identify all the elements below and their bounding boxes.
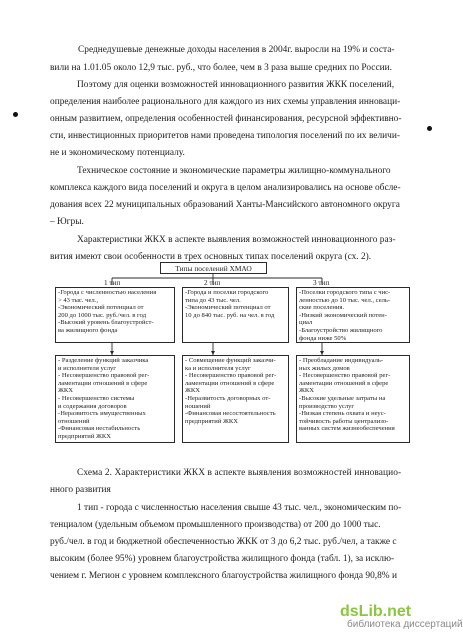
- figure-caption: Схема 2. Характеристики ЖКХ в аспекте выявления возможностей инновацио-: [77, 468, 402, 478]
- box-line: -Неразвитость имущественных: [58, 410, 146, 418]
- box-line: ванных систем жизнеобеспечения: [299, 425, 395, 433]
- watermark-text: библиотека диссертаций: [347, 619, 463, 630]
- box-line: -Экономический потенциал от: [58, 304, 144, 312]
- box-line: -Поселки городского типа с чис-: [299, 289, 391, 296]
- box-line: - Несовершенство правовой рег-: [58, 372, 150, 380]
- type-1-label: 1 тип: [104, 279, 121, 287]
- text-line: вили на 1.01.05 около 12,9 тыс. руб., что более, чем в 3 раза выше средних по России.: [50, 63, 393, 73]
- box-line: ных жилых домов: [299, 364, 350, 372]
- type-3-profile-box: [296, 287, 410, 343]
- text-line: – Югры.: [50, 217, 84, 227]
- box-line: -Благоустройство жилищного: [299, 326, 383, 334]
- text-line: Характеристики ЖКХ в аспекте выявления возможностей инновационного раз-: [77, 235, 396, 245]
- box-line: ленностью до 10 тыс. чел., сель-: [299, 296, 391, 304]
- box-line: ЖКХ: [58, 387, 74, 395]
- box-line: -Города с численностью населения: [58, 289, 157, 296]
- type-1-issues-box: [55, 355, 175, 443]
- text-line: онным развитием, определения особенностей финансирования, ресурсной эффективно-: [50, 114, 402, 124]
- type-3-issues-box: [296, 355, 410, 443]
- box-line: - Совмещение функций заказчи-: [185, 357, 276, 364]
- dslib-logo: [340, 601, 440, 619]
- box-line: 200 до 1000 тыс. руб./чел. в год: [58, 311, 147, 319]
- text-line: чением г. Мегион с уровнем комплексного благоустройства жилищного фонда 90,8% и: [50, 571, 397, 581]
- text-line: дования всех 22 муниципальных образований Ханты-Мансийского автономного округа: [50, 200, 400, 210]
- text-line: комплекса каждого вида поселений и округа в целом анализировались на основе обсле-: [50, 183, 401, 193]
- text-line: 1 тип - города с численностью населения свыше 43 тыс. чел., экономическим по-: [77, 503, 402, 513]
- diagram-root-box: [160, 262, 267, 274]
- box-line: -Экономический потенциал от: [185, 304, 271, 312]
- box-line: тойчивость работы централизо-: [299, 417, 389, 425]
- text-line: Поэтому для оценки возможностей инновационного развития ЖКК поселений,: [77, 80, 395, 90]
- type-2-issues-box: [182, 355, 289, 443]
- box-line: и содержания договоров: [58, 402, 127, 410]
- box-line: -Высокий уровень благоустройст-: [58, 319, 154, 327]
- box-line: - Несовершенство правовой рег-: [299, 372, 391, 380]
- text-line: вития имеют свои особенности в трех основных типах поселений округа (сх. 2).: [50, 252, 372, 262]
- box-line: > 43 тыс. чел.,: [58, 296, 98, 304]
- type-2-label: 2 тип: [204, 279, 221, 287]
- box-line: ламентации отношений в сфере: [185, 379, 275, 387]
- box-line: - Разделение функций заказчика: [58, 357, 149, 364]
- box-line: ношений: [185, 402, 211, 410]
- box-line: предприятий ЖКХ: [185, 417, 239, 425]
- figure-caption: нного развития: [50, 485, 111, 495]
- box-line: -Финансовая несостоятельность: [185, 410, 276, 418]
- box-line: фонда ниже 50%: [299, 334, 347, 342]
- box-line: ламентации отношений в сфере: [58, 379, 148, 387]
- box-line: -Низкая степень охвата и неус-: [299, 410, 386, 418]
- box-line: ва жилищного фонда: [58, 326, 118, 334]
- box-line: - Несовершенство правовой рег-: [185, 372, 277, 380]
- text-line: Техническое состояние и экономические параметры жилищно-коммунального: [77, 166, 391, 176]
- text-line: не и экономическому потенциалу.: [50, 148, 185, 158]
- box-line: ские поселения.: [299, 304, 345, 312]
- box-line: - Преобладание индивидуаль-: [299, 357, 384, 364]
- text-line: сти, инвестиционных приоритетов нами проведена типология поселений по их величи-: [50, 131, 401, 141]
- box-line: -Высокие удельные затраты на: [299, 394, 386, 402]
- box-line: ламентации отношений в сфере: [299, 379, 389, 387]
- type-1-profile-box: [55, 287, 175, 343]
- diagram-root-label: Типы поселений ХМАО: [175, 264, 252, 273]
- text-line: руб./чел. в год и бюджетной обеспеченностью ЖКК от 3 до 6,2 тыс. руб./чел, а также с: [50, 537, 397, 547]
- box-line: ЖКХ: [299, 387, 315, 395]
- svg-text:dsLib.net: dsLib.net: [340, 603, 412, 620]
- text-line: определения наиболее рационального для каждого из них схемы управления инноваци-: [50, 97, 401, 107]
- box-line: -Низкий экономический потен-: [299, 311, 387, 319]
- box-line: ЖКХ: [185, 387, 201, 395]
- box-line: типа до 43 тыс. чел.: [185, 296, 241, 304]
- box-line: циал: [299, 319, 313, 327]
- box-line: -Неразвитость договорных от-: [185, 394, 271, 402]
- box-line: 10 до 840 тыс. руб. на чел. в год: [185, 311, 275, 319]
- box-line: - Несовершенство системы: [58, 394, 135, 402]
- text-line: тенциалом (удельным объемом промышленного производства) от 200 до 1000 тыс.: [50, 520, 381, 530]
- box-line: производство услуг: [299, 402, 355, 410]
- box-line: и исполнителя услуг: [58, 364, 117, 372]
- type-3-label: 3 тип: [313, 279, 330, 287]
- text-line: Среднедушевые денежные доходы населения в 2004г. выросли на 19% и соста-: [78, 45, 395, 55]
- box-line: -Финансовая нестабильность: [58, 425, 141, 433]
- text-line: высоким (более 95%) уровнем благоустройства жилищного фонда (табл. 1), за исклю-: [50, 554, 395, 564]
- box-line: отношений: [58, 417, 90, 425]
- box-line: -Города и поселки городского: [185, 289, 269, 296]
- type-2-profile-box: [182, 287, 289, 343]
- box-line: предприятий ЖКХ: [58, 432, 112, 440]
- box-line: ка и исполнителя услуг: [185, 364, 251, 372]
